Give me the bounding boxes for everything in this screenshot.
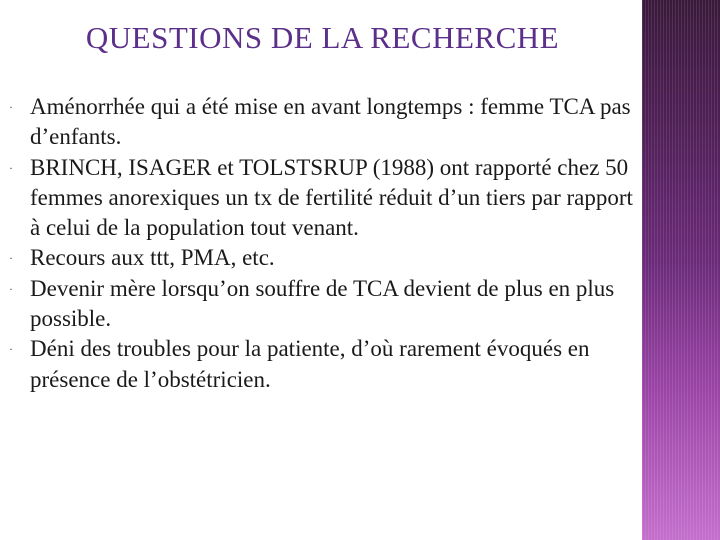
bullet-item [0, 92, 640, 153]
bullet-list [0, 92, 640, 395]
bullet-item [0, 243, 640, 273]
bullet-text: Aménorrhée qui a été mise en avant longtemps : femme TCA pas d’enfants. [30, 94, 631, 150]
bullet-text: Déni des troubles pour la patiente, d’où rarement évoqués en présence de l’obstétricien. [30, 336, 590, 392]
bullet-icon: · [9, 281, 13, 296]
bullet-text: Recours aux ttt, PMA, etc. [30, 245, 275, 271]
bullet-item [0, 334, 640, 395]
decorative-side-band [642, 0, 720, 540]
slide-title: QUESTIONS DE LA RECHERCHE [85, 20, 560, 55]
bullet-icon: · [9, 160, 13, 175]
bullet-item [0, 274, 640, 335]
bullet-icon: · [9, 100, 13, 114]
bullet-item [0, 153, 640, 244]
bullet-text: BRINCH, ISAGER et TOLSTSRUP (1988) ont rapporté chez 50 femmes anorexiques un tx de fertilité réduit d’un tiers par rapport à celui de la population tout venant. [30, 154, 633, 241]
bullet-text: Devenir mère lorsqu’on souffre de TCA devient de plus en plus possible. [30, 275, 615, 332]
bullet-icon: · [9, 342, 13, 357]
bullet-icon: · [9, 251, 13, 266]
